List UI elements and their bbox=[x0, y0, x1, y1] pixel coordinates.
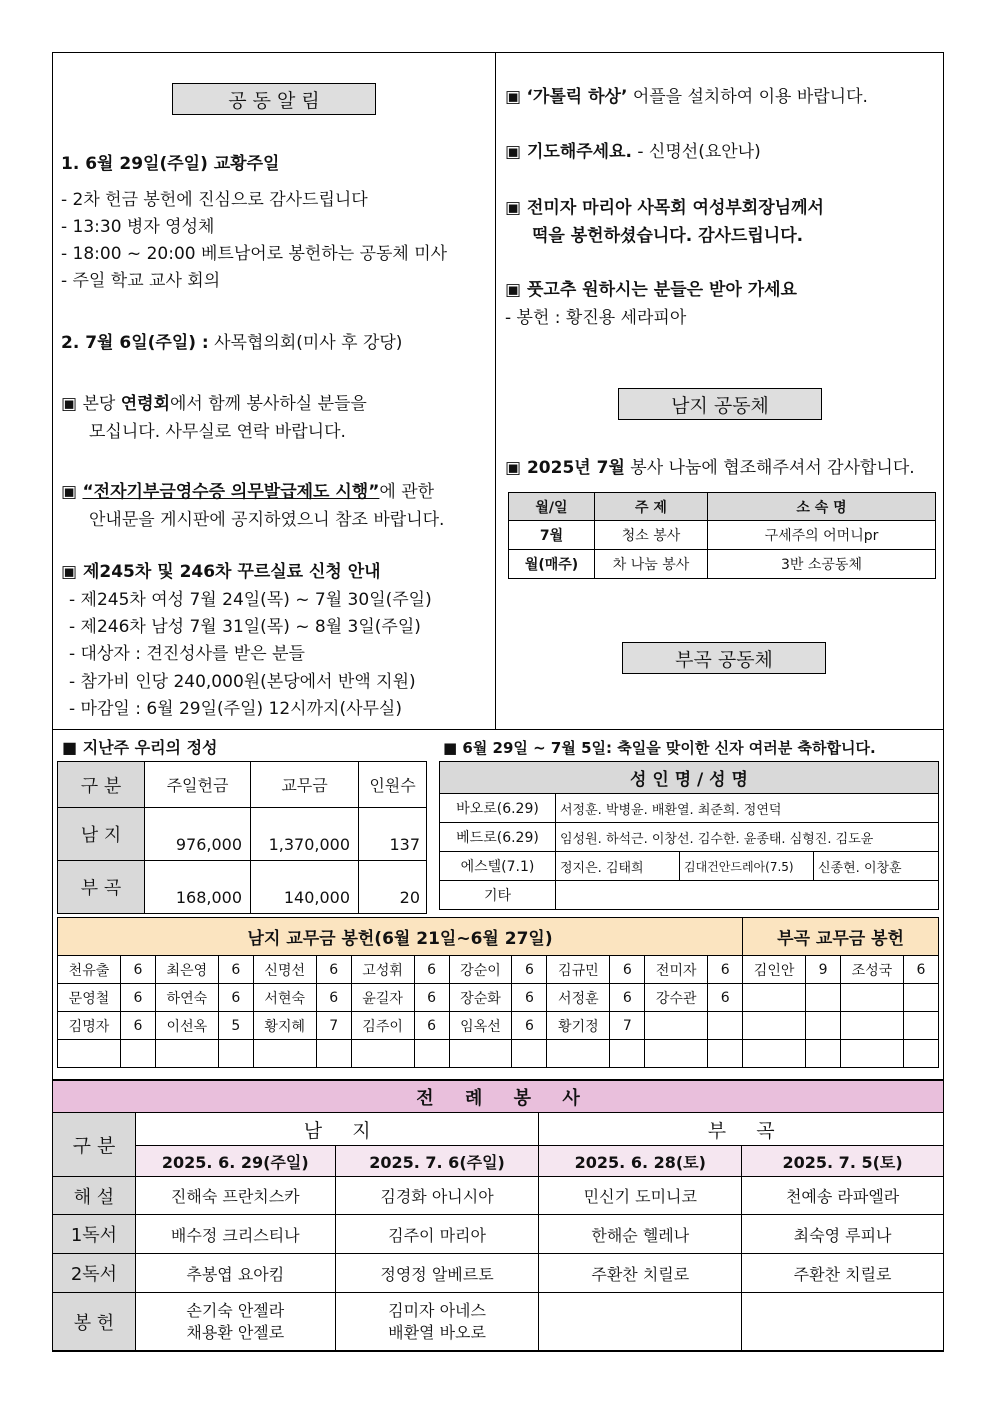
donation-row bbox=[58, 1040, 939, 1068]
donor-amount: 6 bbox=[610, 984, 645, 1012]
donor-name: 강수관 bbox=[645, 984, 708, 1012]
liturgy-bugok: 부 곡 bbox=[539, 1113, 944, 1146]
donor-name bbox=[253, 1040, 316, 1068]
feast-saint: 기타 bbox=[440, 881, 556, 910]
donor-amount: 7 bbox=[610, 1012, 645, 1040]
liturgy-namji: 남 지 bbox=[135, 1113, 539, 1146]
july-post: 봉사 나눔에 협조해주셔서 감사합니다. bbox=[624, 458, 915, 478]
donor-name bbox=[743, 1012, 806, 1040]
section-divider bbox=[52, 729, 944, 730]
receipt-pre: ▣ bbox=[61, 482, 83, 502]
offering-label: 남 지 bbox=[58, 808, 145, 861]
donor-amount: 6 bbox=[218, 956, 253, 984]
service-cell: 3반 소공동체 bbox=[708, 550, 936, 579]
notice-title: 공 동 알 림 bbox=[172, 83, 376, 115]
donor-name: 조성국 bbox=[841, 956, 904, 984]
item1-line: - 2차 헌금 봉헌에 진심으로 감사드립니다 bbox=[61, 190, 368, 210]
donor-name bbox=[155, 1040, 218, 1068]
offering-cell: 137 bbox=[359, 808, 427, 861]
liturgy-cell: 민신기 도미니코 bbox=[539, 1177, 742, 1215]
donor-amount: 6 bbox=[708, 984, 743, 1012]
offer-name: 배환열 바오로 bbox=[388, 1322, 486, 1342]
donation-row bbox=[58, 984, 939, 1012]
item2 bbox=[61, 332, 402, 354]
liturgy-gubun: 구 분 bbox=[53, 1113, 136, 1177]
donor-name: 황기정 bbox=[547, 1012, 610, 1040]
donor-amount bbox=[806, 984, 841, 1012]
donor-amount: 6 bbox=[414, 984, 449, 1012]
service-header: 월/일 bbox=[509, 493, 595, 521]
offering-header: 교무금 bbox=[251, 762, 359, 808]
donor-name: 최은영 bbox=[155, 956, 218, 984]
donor-amount: 6 bbox=[512, 984, 547, 1012]
service-table bbox=[508, 492, 936, 579]
donor-name: 장순화 bbox=[449, 984, 512, 1012]
service-header: 주 제 bbox=[595, 493, 708, 521]
feast-saint: 베드로(6.29) bbox=[440, 823, 556, 852]
liturgy-cell: 김경화 아니시아 bbox=[335, 1177, 539, 1215]
donor-amount: 6 bbox=[903, 956, 938, 984]
donor-name bbox=[449, 1040, 512, 1068]
liturgy-date: 2025. 6. 28(토) bbox=[539, 1146, 742, 1177]
liturgy-label: 봉 헌 bbox=[53, 1293, 136, 1351]
receipt-line2: 안내문을 게시판에 공지하였으니 참조 바랍니다. bbox=[89, 510, 445, 530]
donor-amount: 7 bbox=[316, 1012, 351, 1040]
liturgy-offer-cell bbox=[135, 1293, 335, 1351]
liturgy-cell: 주환찬 치릴로 bbox=[742, 1254, 944, 1293]
offering-cell: 140,000 bbox=[251, 861, 359, 914]
donor-amount bbox=[610, 1040, 645, 1068]
namji-title: 남지 공동체 bbox=[618, 388, 822, 420]
rice-line2: 떡을 봉헌하셨습니다. 감사드립니다. bbox=[532, 226, 804, 246]
liturgy-date: 2025. 6. 29(주일) bbox=[135, 1146, 335, 1177]
cursillo-line: - 대상자 : 견진성사를 받은 분들 bbox=[69, 644, 305, 664]
service-cell: 7월 bbox=[509, 521, 595, 550]
app-pre: ▣ bbox=[505, 87, 527, 107]
liturgy-offer-cell bbox=[539, 1293, 742, 1351]
item1-line: - 주일 학교 교사 회의 bbox=[61, 271, 221, 291]
donor-name: 천유출 bbox=[58, 956, 121, 984]
receipt-post: 에 관한 bbox=[379, 482, 435, 502]
donor-amount: 6 bbox=[316, 984, 351, 1012]
receipt-line1 bbox=[61, 481, 434, 503]
offering-cell: 20 bbox=[359, 861, 427, 914]
liturgy-cell: 천예송 라파엘라 bbox=[742, 1177, 944, 1215]
donor-name: 윤길자 bbox=[351, 984, 414, 1012]
pray-bold: ▣ 기도해주세요. bbox=[505, 142, 632, 162]
yeon-bold: 연령회 bbox=[120, 394, 170, 414]
donor-name: 김인안 bbox=[743, 956, 806, 984]
pepper-line: - 봉헌 : 황진용 세라피아 bbox=[505, 308, 687, 328]
donor-amount bbox=[903, 984, 938, 1012]
donor-amount bbox=[806, 1040, 841, 1068]
feast-header: 성 인 명 / 성 명 bbox=[440, 762, 939, 794]
donation-row bbox=[58, 1012, 939, 1040]
offer-name: 김미자 아네스 bbox=[388, 1300, 486, 1320]
donor-amount bbox=[708, 1012, 743, 1040]
donor-name bbox=[547, 1040, 610, 1068]
app-post: 어플을 설치하여 이용 바랍니다. bbox=[627, 87, 868, 107]
feast-table bbox=[439, 761, 939, 910]
donor-amount: 6 bbox=[120, 956, 155, 984]
donation-namji-title: 남지 교무금 봉헌(6월 21일~6월 27일) bbox=[58, 918, 743, 956]
donor-name bbox=[58, 1040, 121, 1068]
liturgy-cell: 최숙영 루피나 bbox=[742, 1215, 944, 1254]
donor-amount bbox=[120, 1040, 155, 1068]
donor-amount bbox=[316, 1040, 351, 1068]
liturgy-cell: 정영정 알베르토 bbox=[335, 1254, 539, 1293]
yeon-line2: 모십니다. 사무실로 연락 바랍니다. bbox=[89, 422, 346, 442]
cursillo-line: - 제246차 남성 7월 31일(목) ~ 8월 3일(주일) bbox=[69, 617, 421, 637]
donor-name bbox=[351, 1040, 414, 1068]
donor-amount bbox=[414, 1040, 449, 1068]
feast-names: 김대건안드레아(7.5) bbox=[680, 852, 814, 881]
feast-saint: 에스텔(7.1) bbox=[440, 852, 556, 881]
bugok-title: 부곡 공동체 bbox=[622, 642, 826, 674]
donor-name: 이선옥 bbox=[155, 1012, 218, 1040]
donor-amount bbox=[806, 1012, 841, 1040]
liturgy-cell: 배수정 크리스티나 bbox=[135, 1215, 335, 1254]
donor-name: 강순이 bbox=[449, 956, 512, 984]
feast-names: 정지은. 김태희 bbox=[556, 852, 680, 881]
donor-amount: 6 bbox=[218, 984, 253, 1012]
service-cell: 월(매주) bbox=[509, 550, 595, 579]
donor-name: 문영철 bbox=[58, 984, 121, 1012]
donor-amount bbox=[903, 1040, 938, 1068]
donor-name: 황지혜 bbox=[253, 1012, 316, 1040]
offer-name: 손기숙 안젤라 bbox=[186, 1300, 285, 1320]
item1-line: - 18:00 ~ 20:00 베트남어로 봉헌하는 공동체 미사 bbox=[61, 244, 448, 264]
donor-name bbox=[743, 984, 806, 1012]
app-notice bbox=[505, 86, 868, 108]
liturgy-date: 2025. 7. 5(토) bbox=[742, 1146, 944, 1177]
offering-title: ■ 지난주 우리의 정성 bbox=[62, 738, 218, 757]
offering-cell: 1,370,000 bbox=[251, 808, 359, 861]
donation-row bbox=[58, 956, 939, 984]
liturgy-offer-cell bbox=[335, 1293, 539, 1351]
donor-amount: 6 bbox=[414, 1012, 449, 1040]
donor-name: 신명선 bbox=[253, 956, 316, 984]
liturgy-cell: 김주이 마리아 bbox=[335, 1215, 539, 1254]
donation-bugok-title: 부곡 교무금 봉헌 bbox=[743, 918, 939, 956]
column-divider bbox=[495, 52, 496, 729]
liturgy-date: 2025. 7. 6(주일) bbox=[335, 1146, 539, 1177]
offering-header: 인원수 bbox=[359, 762, 427, 808]
offering-cell: 976,000 bbox=[145, 808, 251, 861]
liturgy-label: 해 설 bbox=[53, 1177, 136, 1215]
service-cell: 청소 봉사 bbox=[595, 521, 708, 550]
donor-name: 전미자 bbox=[645, 956, 708, 984]
liturgy-title: 전 례 봉 사 bbox=[53, 1081, 944, 1113]
donor-amount: 6 bbox=[708, 956, 743, 984]
donor-amount: 6 bbox=[512, 956, 547, 984]
cursillo-line: - 마감일 : 6월 29일(주일) 12시까지(사무실) bbox=[69, 699, 402, 719]
liturgy-label: 2독서 bbox=[53, 1254, 136, 1293]
july-line bbox=[505, 457, 915, 479]
liturgy-table bbox=[52, 1080, 944, 1351]
cursillo-title: ▣ 제245차 및 246차 꾸르실료 신청 안내 bbox=[61, 562, 381, 582]
donor-name bbox=[645, 1040, 708, 1068]
offering-label: 부 곡 bbox=[58, 861, 145, 914]
item1-title: 1. 6월 29일(주일) 교황주일 bbox=[61, 154, 280, 174]
service-cell: 차 나눔 봉사 bbox=[595, 550, 708, 579]
pepper-title: ▣ 풋고추 원하시는 분들은 받아 가세요 bbox=[505, 280, 797, 300]
item1-line: - 13:30 병자 영성체 bbox=[61, 217, 215, 237]
donor-amount: 6 bbox=[512, 1012, 547, 1040]
offering-header: 주일헌금 bbox=[145, 762, 251, 808]
donor-name bbox=[841, 984, 904, 1012]
donor-amount: 6 bbox=[316, 956, 351, 984]
donor-name: 김명자 bbox=[58, 1012, 121, 1040]
liturgy-label: 1독서 bbox=[53, 1215, 136, 1254]
app-bold: ‘가톨릭 하상’ bbox=[526, 87, 628, 107]
yeon-post: 에서 함께 봉사하실 분들을 bbox=[170, 394, 367, 414]
cursillo-line: - 참가비 인당 240,000원(본당에서 반액 지원) bbox=[69, 672, 416, 692]
donor-amount: 6 bbox=[120, 1012, 155, 1040]
feast-saint: 바오로(6.29) bbox=[440, 794, 556, 823]
receipt-bold: “전자기부금영수증 의무발급제도 시행” bbox=[82, 482, 380, 502]
item2-rest: 사목협의회(미사 후 강당) bbox=[208, 333, 403, 353]
offering-table bbox=[57, 761, 427, 914]
donor-amount: 9 bbox=[806, 956, 841, 984]
liturgy-cell: 주환찬 치릴로 bbox=[539, 1254, 742, 1293]
donor-name bbox=[645, 1012, 708, 1040]
liturgy-offer-cell bbox=[742, 1293, 944, 1351]
feast-names: 서정훈. 박병윤. 배환열. 최준희. 정연덕 bbox=[556, 794, 939, 823]
donor-name: 김규민 bbox=[547, 956, 610, 984]
donor-name: 하연숙 bbox=[155, 984, 218, 1012]
donor-name: 김주이 bbox=[351, 1012, 414, 1040]
feast-names bbox=[556, 881, 939, 910]
liturgy-cell: 진해숙 프란치스카 bbox=[135, 1177, 335, 1215]
yeon-line1 bbox=[61, 393, 367, 415]
pray-post: - 신명선(요안나) bbox=[631, 142, 761, 162]
donor-amount: 6 bbox=[120, 984, 155, 1012]
donor-name: 고성휘 bbox=[351, 956, 414, 984]
donor-amount bbox=[708, 1040, 743, 1068]
donor-amount bbox=[218, 1040, 253, 1068]
service-cell: 구세주의 어머니pr bbox=[708, 521, 936, 550]
yeon-pre: ▣ 본당 bbox=[61, 394, 121, 414]
liturgy-cell: 추봉엽 요아킴 bbox=[135, 1254, 335, 1293]
donor-name: 임옥선 bbox=[449, 1012, 512, 1040]
offering-header: 구 분 bbox=[58, 762, 145, 808]
feast-names: 신종현. 이창훈 bbox=[814, 852, 939, 881]
rice-line1: ▣ 전미자 마리아 사목회 여성부회장님께서 bbox=[505, 198, 824, 218]
donation-table bbox=[57, 917, 939, 1068]
donor-name bbox=[743, 1040, 806, 1068]
item2-bold: 2. 7월 6일(주일) : bbox=[61, 333, 209, 353]
donor-amount bbox=[512, 1040, 547, 1068]
donor-amount: 6 bbox=[414, 956, 449, 984]
service-header: 소 속 명 bbox=[708, 493, 936, 521]
donor-name: 서현숙 bbox=[253, 984, 316, 1012]
pray-notice bbox=[505, 141, 761, 163]
offering-cell: 168,000 bbox=[145, 861, 251, 914]
donor-name bbox=[841, 1040, 904, 1068]
liturgy-cell: 한해순 헬레나 bbox=[539, 1215, 742, 1254]
donor-amount: 5 bbox=[218, 1012, 253, 1040]
cursillo-line: - 제245차 여성 7월 24일(목) ~ 7월 30일(주일) bbox=[69, 590, 432, 610]
july-bold: ▣ 2025년 7월 bbox=[505, 458, 625, 478]
feast-names: 임성원. 하석근. 이창선. 김수한. 윤종태. 심형진. 김도윤 bbox=[556, 823, 939, 852]
donor-name bbox=[841, 1012, 904, 1040]
donor-amount bbox=[903, 1012, 938, 1040]
feast-title: ■ 6월 29일 ~ 7월 5일: 축일을 맞이한 신자 여러분 축하합니다. bbox=[443, 739, 876, 757]
offer-name: 채용환 안젤로 bbox=[186, 1322, 285, 1342]
donor-amount: 6 bbox=[610, 956, 645, 984]
donor-name: 서정훈 bbox=[547, 984, 610, 1012]
